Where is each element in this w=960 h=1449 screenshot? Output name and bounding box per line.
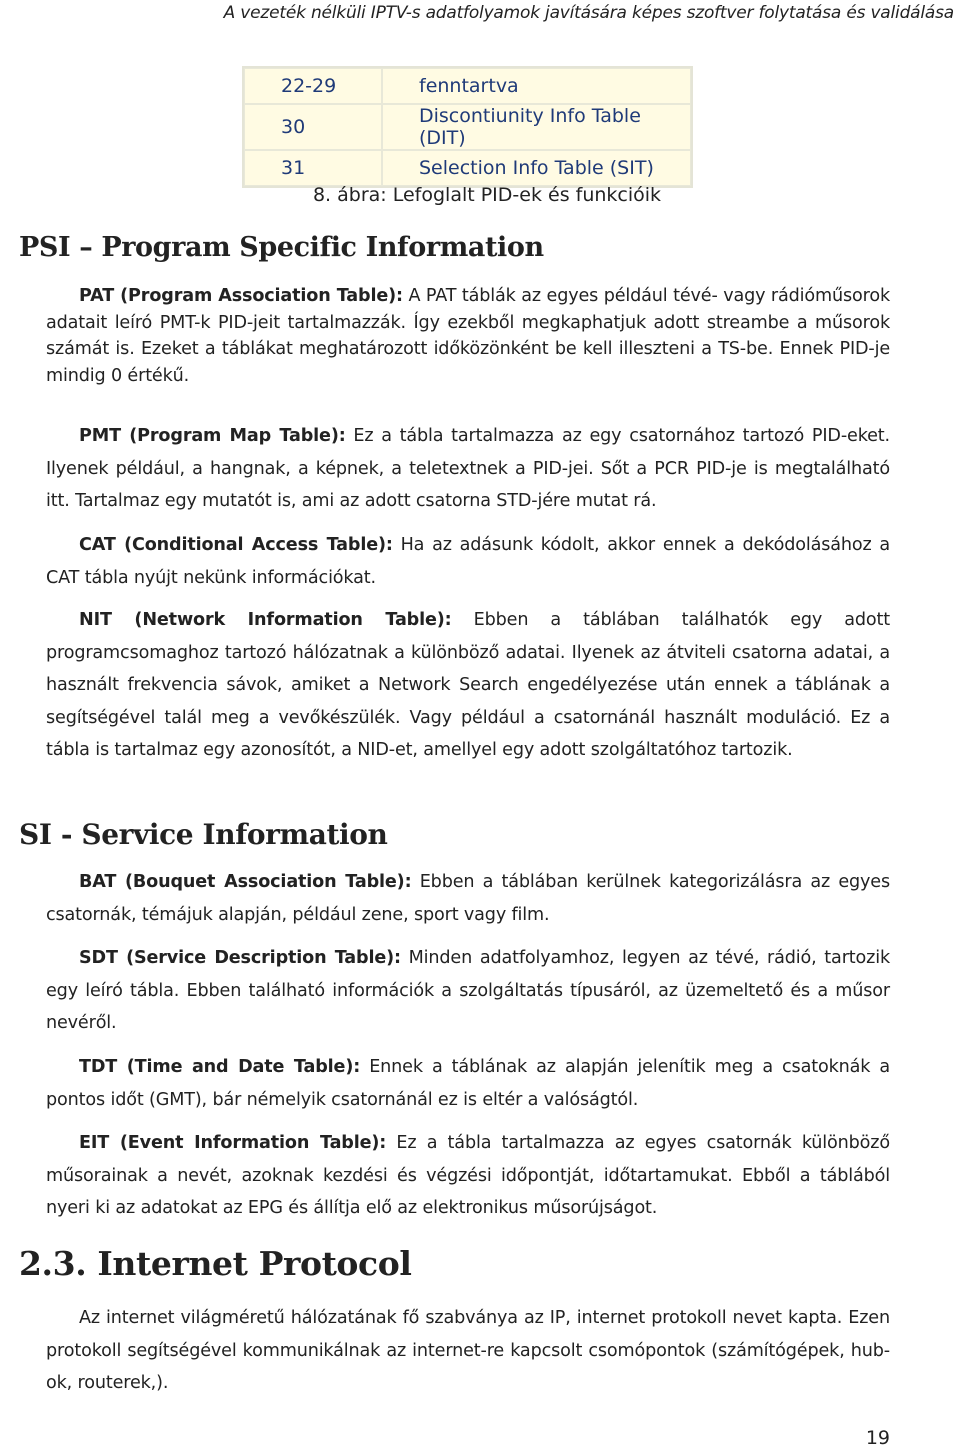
- pid-cell: 30: [244, 104, 382, 150]
- table-row: [244, 150, 691, 186]
- cat-term: CAT (Conditional Access Table):: [79, 535, 393, 555]
- pmt-term: PMT (Program Map Table):: [79, 426, 346, 446]
- tdt-text: Ennek a táblának az alapján jelenítik meg a csatoknák a pontos időt (GMT), bár némelyik csatornánál ez is eltér a valóságtól.: [46, 1057, 890, 1110]
- nit-text: Ebben a táblában találhatók egy adott programcsomaghoz tartozó hálózatnak a különböző adatai. Ilyenek az átviteli csatorna adatai, a használt frekvencia sávok, amiket a Network Search engedélyezése után ennek a táblának a segítségével talál meg a vevőkészülék. Vagy például a csatornánál használt moduláció. Ez a tábla is tartalmaz egy azonosítót, a NID-et, amellyel egy adott szolgáltatóhoz tartozik.: [46, 610, 890, 760]
- nit-paragraph: [46, 604, 890, 767]
- pid-cell: 31: [244, 150, 382, 186]
- nit-term: NIT (Network Information Table):: [79, 610, 452, 630]
- psi-heading: PSI – Program Specific Information: [19, 232, 544, 263]
- eit-paragraph: [46, 1127, 890, 1225]
- ip-heading: 2.3. Internet Protocol: [19, 1244, 412, 1283]
- pat-paragraph: [46, 283, 890, 389]
- pid-cell: 22-29: [244, 68, 382, 104]
- pmt-text: Ez a tábla tartalmazza az egy csatornához tartozó PID-eket. Ilyenek például, a hangnak, a képnek, a teletextnek a PID-jei. Sőt a PCR PID-je is megtalálható itt. Tartalmaz egy mutatót is, ami az adott csatorna STD-jére mutat rá.: [46, 426, 890, 511]
- eit-text: Ez a tábla tartalmazza az egyes csatornák különböző műsorainak a nevét, azoknak kezdési és végzési időpontját, időtartamukat. Ebből a táblából nyeri ki az adatokat az EPG és állítja elő az elektronikus műsorújságot.: [46, 1133, 890, 1218]
- function-cell: Selection Info Table (SIT): [382, 150, 691, 186]
- pat-text: A PAT táblák az egyes például tévé- vagy rádióműsorok adatait leíró PMT-k PID-jeit tartalmazzák. Így ezekből megkaphatjuk adott streambe a műsorok számát is. Ezeket a táblákat meghatározott időközönként be kell illeszteni a TS-be. Ennek PID-je mindig 0 értékű.: [46, 286, 890, 386]
- bat-text: Ebben a táblában kerülnek kategorizálásra az egyes csatornák, témájuk alapján, például zene, sport vagy film.: [46, 872, 890, 925]
- sdt-text: Minden adatfolyamhoz, legyen az tévé, rádió, tartozik egy leíró tábla. Ebben található információk a szolgáltatás típusáról, az üzemeltető és a műsor nevéről.: [46, 948, 890, 1033]
- ip-paragraph: [46, 1302, 890, 1400]
- eit-term: EIT (Event Information Table):: [79, 1133, 387, 1153]
- si-heading: SI - Service Information: [19, 818, 388, 851]
- sdt-term: SDT (Service Description Table):: [79, 948, 401, 968]
- bat-term: BAT (Bouquet Association Table):: [79, 872, 412, 892]
- table-row: [244, 104, 691, 150]
- ip-text: Az internet világméretű hálózatának fő szabványa az IP, internet protokoll nevet kapta. Ezen protokoll segítségével kommunikálnak az internet-re kapcsolt csomópontok (számítógépek, hub-ok, routerek,).: [46, 1308, 890, 1393]
- figure-caption: 8. ábra: Lefoglalt PID-ek és funkcióik: [312, 184, 662, 206]
- table-row: [244, 68, 691, 104]
- tdt-paragraph: [46, 1051, 890, 1116]
- function-cell: fenntartva: [382, 68, 691, 104]
- cat-text: Ha az adásunk kódolt, akkor ennek a dekódolásához a CAT tábla nyújt nekünk információkat.: [46, 535, 890, 588]
- cat-paragraph: [46, 529, 890, 594]
- bat-paragraph: [46, 866, 890, 931]
- running-header: A vezeték nélküli IPTV-s adatfolyamok javítására képes szoftver folytatása és validálása: [223, 3, 954, 23]
- function-cell: Discontiunity Info Table (DIT): [382, 104, 691, 150]
- sdt-paragraph: [46, 942, 890, 1040]
- pmt-paragraph: [46, 420, 890, 518]
- tdt-term: TDT (Time and Date Table):: [79, 1057, 361, 1077]
- pid-table: [242, 66, 693, 188]
- pat-term: PAT (Program Association Table):: [79, 286, 403, 306]
- page-number: 19: [865, 1427, 890, 1449]
